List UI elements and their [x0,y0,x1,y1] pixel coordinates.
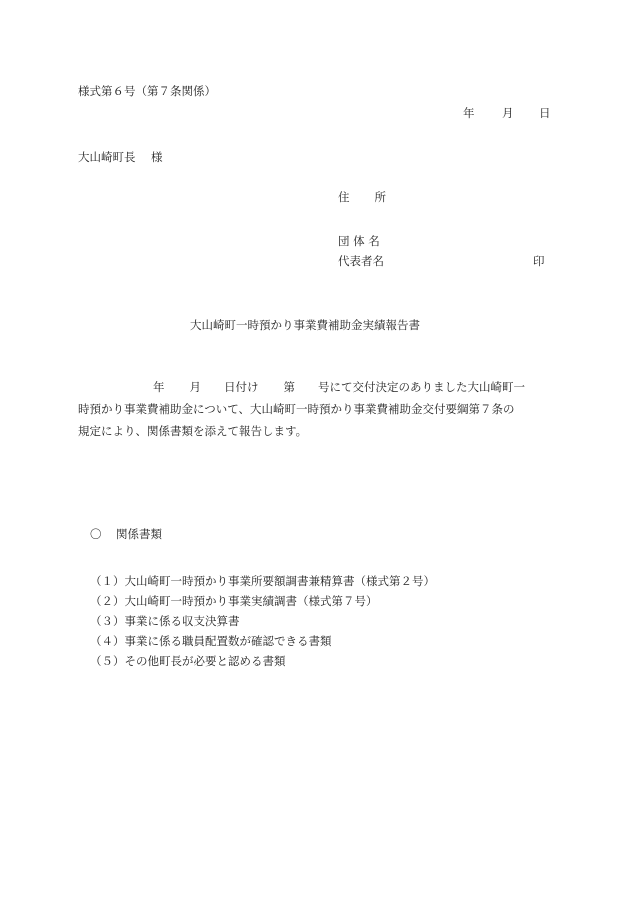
related-documents-heading-text: 関係書類 [116,527,162,541]
address-label-part-1: 住 [338,190,350,204]
body-line-3: 規定により、関係書類を添えて報告します。 [78,424,308,438]
date-year-label: 年 [463,106,475,120]
body-year: 年 [153,380,165,394]
list-item: （５）その他町長が必要と認める書類 [90,654,286,668]
body-dai: 第 [283,380,295,394]
related-documents-list [90,571,435,671]
document-title: 大山崎町一時預かり事業費補助金実績報告書 [190,318,420,332]
form-number: 様式第６号（第７条関係） [78,84,216,98]
date-day-label: 日 [539,106,551,120]
related-documents-heading [90,529,162,541]
list-item: （２）大山崎町一時預かり事業実績調書（様式第７号） [90,594,378,608]
list-item: （４）事業に係る職員配置数が確認できる書類 [90,634,332,648]
representative-label: 代表者名 [338,254,384,268]
list-item: （３）事業に係る収支決算書 [90,614,240,628]
body-line-1 [78,376,552,398]
organization-label: 団 体 名 [338,234,380,248]
body-date-suffix: 日付け [224,380,259,394]
list-item: （１）大山崎町一時預かり事業所要額調書兼精算書（様式第２号） [90,574,435,588]
body-month: 月 [189,380,201,394]
date-month-label: 月 [502,106,514,120]
address-label-part-2: 所 [374,190,386,204]
report-body [78,376,552,442]
body-line-1-rest: 号にて交付決定のありました大山崎町一 [318,380,525,394]
seal-mark: 印 [533,254,545,268]
circle-mark: 〇 [90,527,102,541]
body-line-2: 時預かり事業費補助金について、大山崎町一時預かり事業費補助金交付要綱第７条の [78,402,515,416]
address-label [338,192,386,204]
addressee-name: 大山崎町長 [78,150,136,164]
addressee-suffix: 様 [151,150,163,164]
